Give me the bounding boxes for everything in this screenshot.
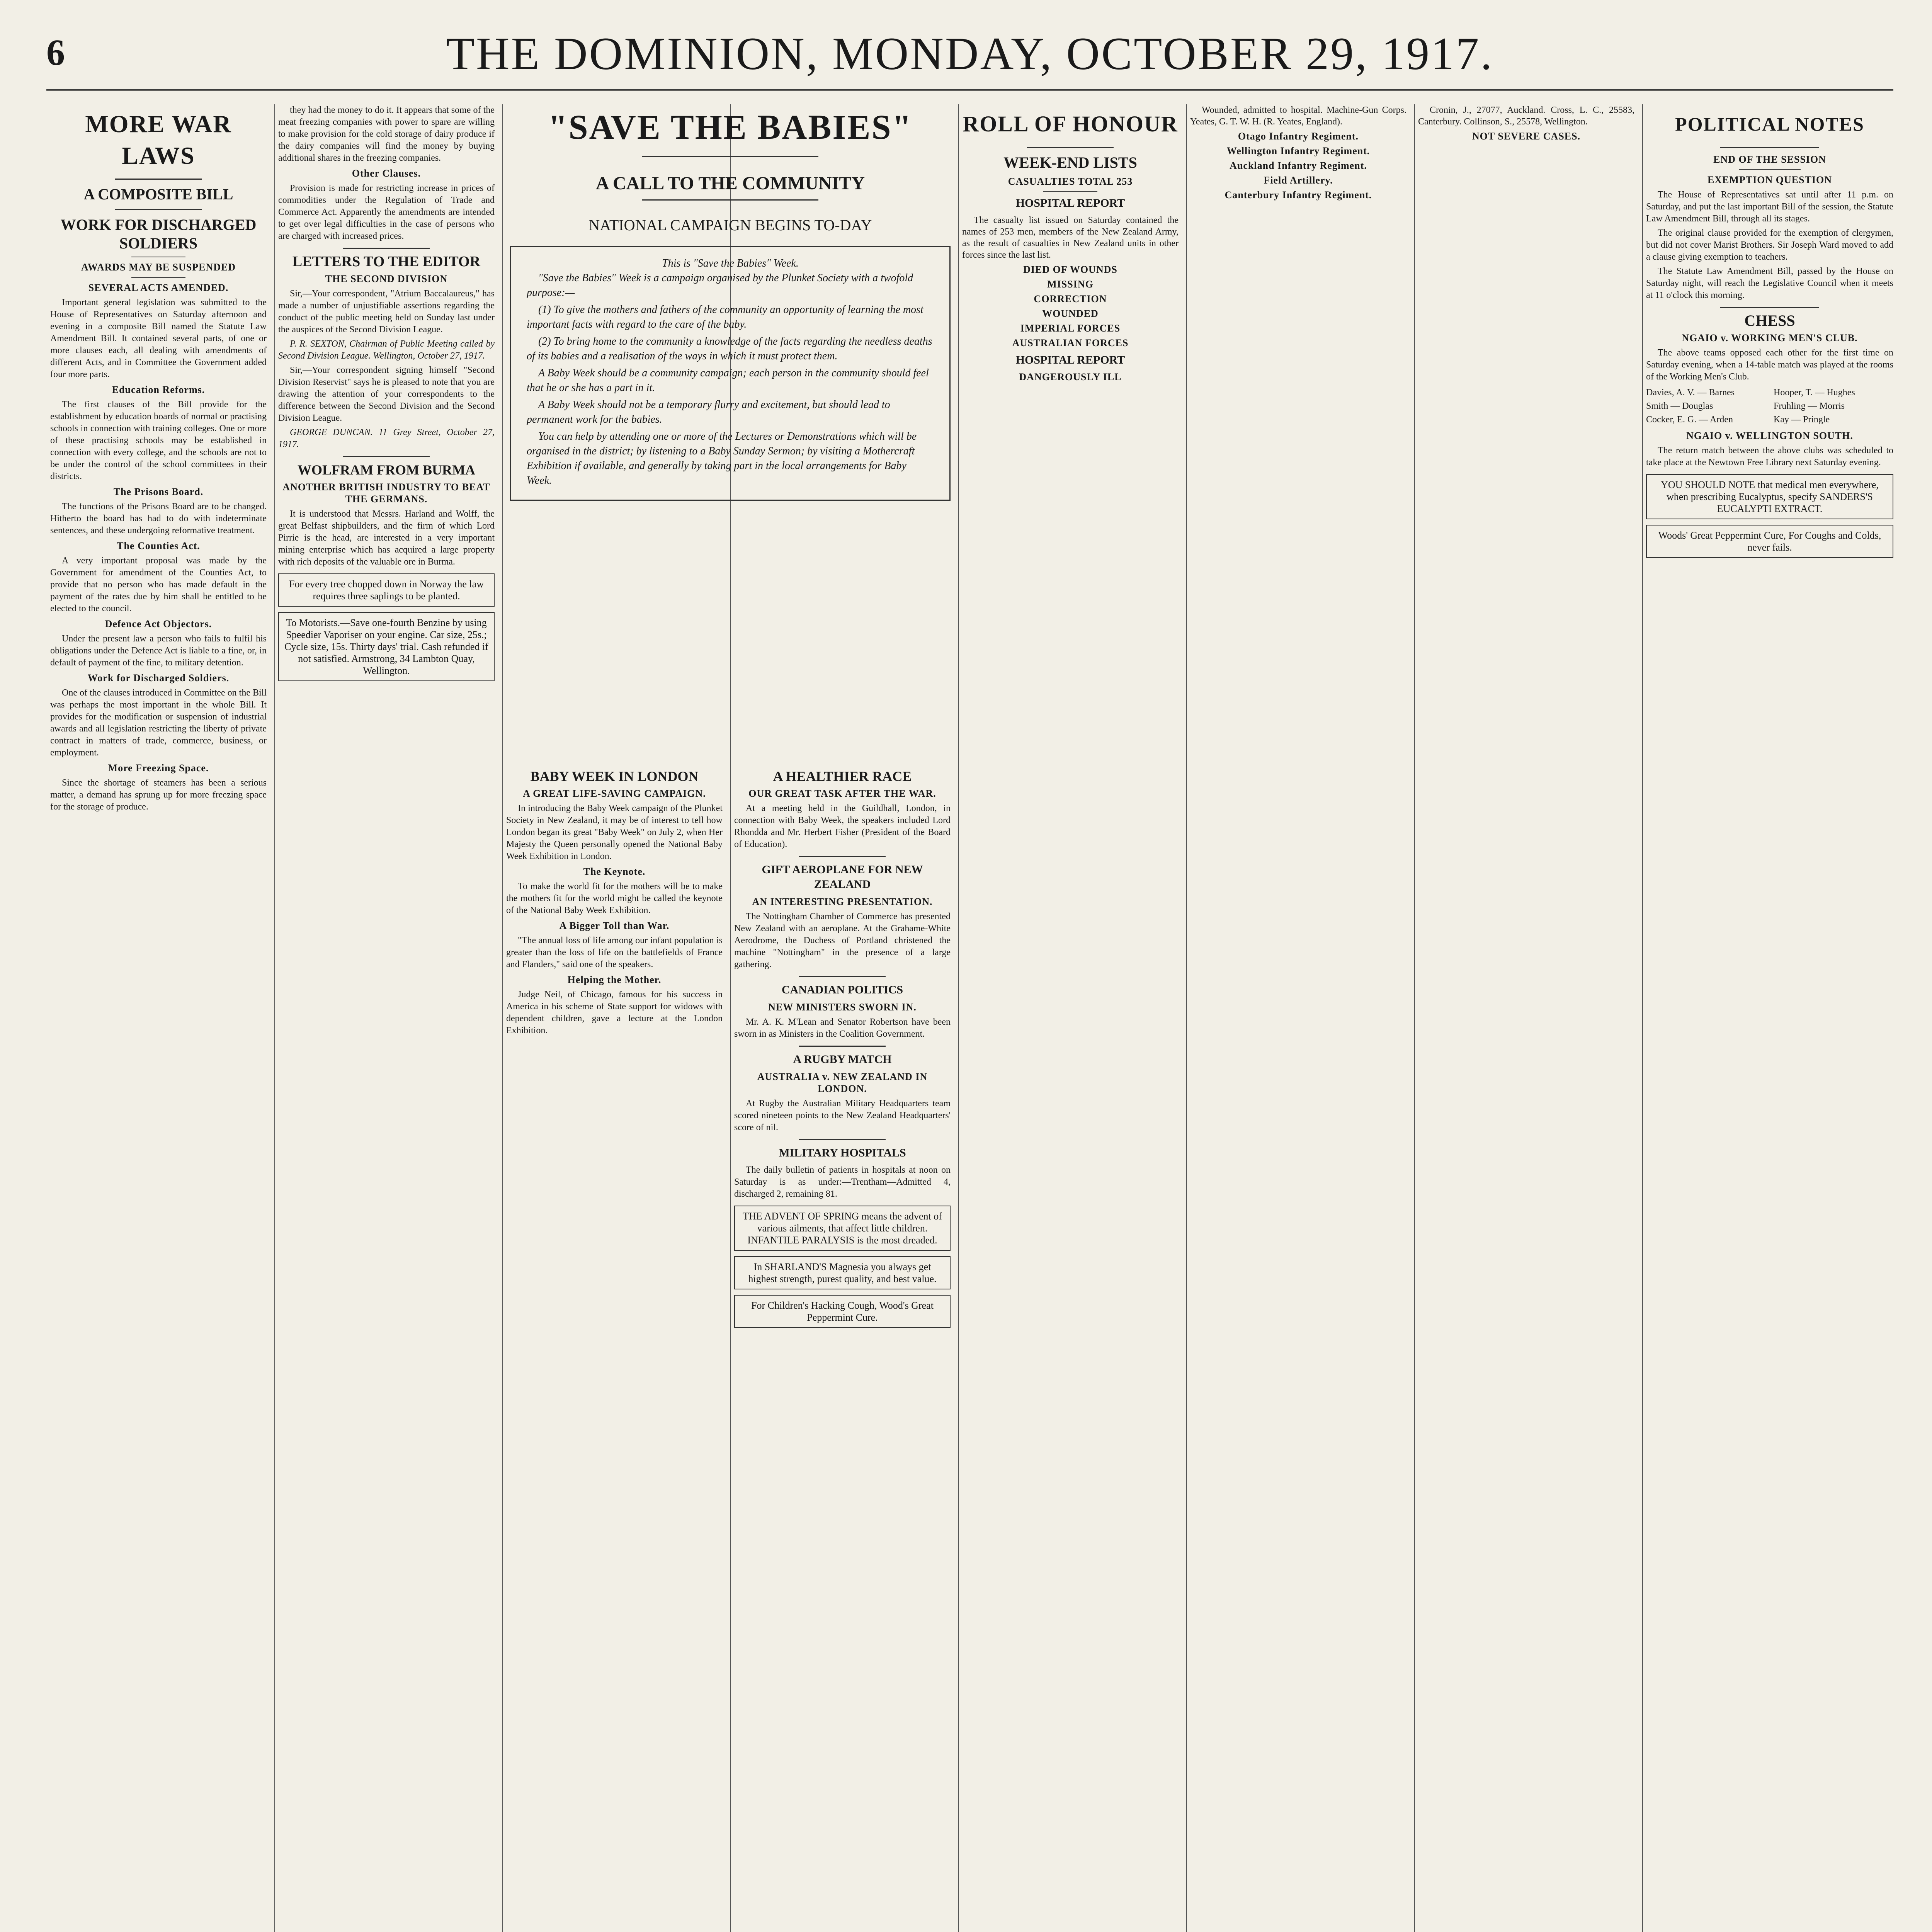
casualty-entry: Wounded, admitted to hospital. Machine-Gun Corps. Yeates, G. T. W. H. (R. Yeates, England). (1190, 105, 1406, 127)
divider (799, 856, 886, 857)
column-rule (502, 104, 503, 1932)
headline-healthier-race: A HEALTHIER RACE (773, 769, 912, 784)
sub-composite-bill: A COMPOSITE BILL (83, 185, 233, 203)
save-the-babies-feature (510, 104, 951, 512)
divider (1720, 147, 1819, 148)
headline-more-war-laws: MORE WAR LAWS (85, 110, 232, 169)
section-imperial-forces: IMPERIAL FORCES (1020, 323, 1121, 334)
article-rugby: At Rugby the Australian Military Headquarters team scored nineteen points to the New Zealand Headquarters' score of nil. (734, 1099, 951, 1133)
advert-motorists: To Motorists.—Save one-fourth Benzine by using Speedier Vaporiser on your engine. Car size, 25s.; Cycle size, 15s. Thirty days' trial. Cash refunded if not satisfied. Armstrong, 34 Lambton Quay, Wellington. (278, 612, 495, 681)
article-casualty-list: The casualty list issued on Saturday contained the names of 253 men, members of the New Zealand Army, as the result of casualties in New Zealand units in other forces since the last list. (962, 215, 1179, 260)
letter-duncan-signature: GEORGE DUNCAN. 11 Grey Street, October 27, 1917. (278, 427, 495, 449)
sub-ministers: NEW MINISTERS SWORN IN. (768, 1002, 917, 1013)
divider (343, 456, 430, 457)
headline-wolfram: WOLFRAM FROM BURMA (298, 462, 475, 478)
section-helping-mother: Helping the Mother. (567, 974, 662, 985)
sub-casualties-total: CASUALTIES TOTAL 253 (1008, 176, 1133, 187)
chess-result: Davies, A. V. — Barnes (1646, 388, 1735, 398)
box-paragraph: (1) To give the mothers and fathers of the community an opportunity of learning the most important facts with regard to the care of the baby. (527, 304, 923, 330)
sub-national-campaign: NATIONAL CAMPAIGN BEGINS TO-DAY (588, 216, 872, 234)
sub-chess-2: NGAIO v. WELLINGTON SOUTH. (1686, 430, 1853, 441)
letter-duncan: Sir,—Your correspondent signing himself "Second Division Reservist" says he is pleased to note that you are drawing the attention of your correspondents to the difference between the Second Division and the Second Division League. (278, 365, 495, 423)
article-canada: Mr. A. K. M'Lean and Senator Robertson have been sworn in as Ministers in the Coalition Government. (734, 1017, 951, 1039)
divider (343, 248, 430, 249)
section-australian-forces: AUSTRALIAN FORCES (1012, 337, 1129, 349)
column-casualty-lists-2 (1418, 104, 1634, 1932)
column-baby-week-london (506, 765, 723, 1932)
article-political-3: The Statute Law Amendment Bill, passed by the House on Saturday night, will reach the Legislative Council when it meets at 11 o'clock this morning. (1646, 266, 1893, 300)
column-casualty-lists (1190, 104, 1406, 1932)
section-hospital-report: HOSPITAL REPORT (1015, 197, 1125, 209)
sub-wolfram: ANOTHER BRITISH INDUSTRY TO BEAT THE GERMANS. (282, 481, 490, 505)
chess-result: Fruhling — Morris (1774, 401, 1845, 411)
article-defence: Under the present law a person who fails to fulfil his obligations under the Defence Act is liable to a fine, or, in default of payment of the fine, to military detention. (50, 634, 267, 668)
headline-save-the-babies: "SAVE THE BABIES" (548, 108, 913, 146)
article-prisons: The functions of the Prisons Board are to be changed. Hitherto the board has had to do with indeterminate sentences, and these undergoing reformative treatment. (50, 502, 267, 536)
chess-results (1646, 387, 1893, 426)
headline-canadian-politics: CANADIAN POLITICS (781, 983, 903, 996)
column-more-war-laws (50, 104, 267, 1932)
sub-rugby: AUSTRALIA v. NEW ZEALAND IN LONDON. (757, 1071, 928, 1094)
article-counties: A very important proposal was made by the Government for amendment of the Counties Act, to provide that no person who has made default in the payment of the rates due by him shall be entitled to be elected to the council. (50, 556, 267, 614)
box-paragraph: A Baby Week should not be a temporary flurry and excitement, but should lead to permanent work for the babies. (527, 399, 890, 425)
article-hospitals: The daily bulletin of patients in hospitals at noon on Saturday is as under:—Trentham—Admitted 4, discharged 2, remaining 81. (734, 1165, 951, 1199)
box-title: This is "Save the Babies" Week. (662, 257, 799, 269)
sub-second-division: THE SECOND DIVISION (325, 273, 448, 284)
headline-rugby: A RUGBY MATCH (793, 1053, 892, 1066)
article-chess-2: The return match between the above clubs was scheduled to take place at the Newtown Free Library next Saturday evening. (1646, 446, 1893, 468)
section-freezing: More Freezing Space. (108, 762, 209, 774)
section-correction: CORRECTION (1034, 293, 1107, 304)
article-other-clauses: Provision is made for restricting increase in prices of commodities under the Regulation of Trade and Commerce Act. Apparently the amendments are intended to get over legal difficulties in the case of persons who are charged with increased prices. (278, 183, 495, 241)
section-discharged: Work for Discharged Soldiers. (87, 672, 230, 684)
masthead (46, 23, 1893, 91)
section-auckland: Auckland Infantry Regiment. (1230, 160, 1367, 171)
section-bigger-toll: A Bigger Toll than War. (559, 920, 670, 931)
column-roll-of-honour (962, 104, 1179, 1932)
chess-result: Smith — Douglas (1646, 401, 1713, 411)
section-died-of-wounds: DIED OF WOUNDS (1023, 264, 1117, 275)
divider (642, 199, 818, 201)
headline-political-notes: POLITICAL NOTES (1675, 113, 1864, 135)
advert-norway: For every tree chopped down in Norway the law requires three saplings to be planted. (278, 573, 495, 607)
article-bigger-toll: "The annual loss of life among our infant population is greater than the loss of life on the battlefields of France and Flanders," said one of the speakers. (506, 935, 723, 969)
headline-gift-aeroplane: GIFT AEROPLANE FOR NEW ZEALAND (762, 863, 923, 891)
column-political-notes (1646, 104, 1893, 1932)
article-healthier-race: At a meeting held in the Guildhall, London, in connection with Baby Week, the speakers included Lord Rhondda and Mr. Herbert Fisher (President of the Board of Education). (734, 803, 951, 849)
column-rule (1642, 104, 1643, 1932)
section-otago: Otago Infantry Regiment. (1238, 131, 1359, 142)
box-paragraph: (2) To bring home to the community a knowledge of the facts regarding the needless deaths of its babies and a realisation of the ways in which it must protect them. (527, 335, 932, 362)
divider (115, 179, 202, 180)
chess-result: Kay — Pringle (1774, 415, 1830, 425)
section-missing: MISSING (1047, 279, 1094, 290)
article-baby-week: In introducing the Baby Week campaign of the Plunket Society in New Zealand, it may be of interest to tell how London began its great "Baby Week" on July 2, when Her Majesty the Queen personally opened the National Baby Week Exhibition in London. (506, 803, 723, 861)
sub-end-of-session: END OF THE SESSION (1713, 154, 1826, 165)
box-paragraph: A Baby Week should be a community campaign; each person in the community should feel that he or she has a part in it. (527, 367, 929, 394)
article-aeroplane: The Nottingham Chamber of Commerce has presented New Zealand with an aeroplane. At the Grahame-White Aerodrome, the Duchess of Portland christened the machine "Nottingham" in the presence of a large gathering. (734, 912, 951, 969)
headline-letters: LETTERS TO THE EDITOR (292, 253, 481, 270)
divider (799, 1139, 886, 1140)
section-dangerously-ill: DANGEROUSLY ILL (1019, 371, 1122, 383)
headline-military-hospitals: MILITARY HOSPITALS (779, 1146, 906, 1159)
sub-exemption: EXEMPTION QUESTION (1707, 174, 1832, 185)
section-not-severe: NOT SEVERE CASES. (1472, 131, 1581, 142)
sub-awards: AWARDS MAY BE SUSPENDED (81, 262, 236, 273)
article-chess-1: The above teams opposed each other for the first time on Saturday evening, when a 14-table match was played at the rooms of the Working Men's Club. (1646, 348, 1893, 382)
section-education: Education Reforms. (112, 384, 205, 395)
article-education: The first clauses of the Bill provide for the establishment by education boards of normal or practising schools in connection with training colleges. One or more of these practising schools may be established in connection with every college, and the schools are not to be under the control of the school committees in their districts. (50, 400, 267, 481)
section-prisons: The Prisons Board. (113, 486, 204, 497)
section-artillery: Field Artillery. (1264, 175, 1333, 186)
box-paragraph: You can help by attending one or more of the Lectures or Demonstrations which will be organised in the district; by listening to a Baby Sunday Sermon; by visiting a Mothercraft Exhibition if available, and generally by taking part in the local arrangements for Baby Week. (527, 430, 917, 486)
article-intro: Important general legislation was submitted to the House of Representatives on Saturday afternoon and evening in a composite Bill named the Statute Law Amendment Bill. It contained several parts, of one or more clauses each, all dealing with amendments of different Acts, and in Committee the Government added four more parts. (50, 298, 267, 379)
article-continued: they had the money to do it. It appears that some of the meat freezing companies with power to spare are willing to make provision for the cold storage of dairy produce if the dairy companies will find the money by buying additional shares in the freezing companies. (278, 105, 495, 163)
column-letters (278, 104, 495, 1932)
section-wellington: Wellington Infantry Regiment. (1226, 145, 1370, 156)
divider (1027, 147, 1114, 148)
letter-sexton-signature: P. R. SEXTON, Chairman of Public Meeting called by Second Division League. Wellington, October 27, 1917. (278, 339, 495, 361)
chess-result: Cocker, E. G. — Arden (1646, 415, 1733, 425)
sub-acts-amended: SEVERAL ACTS AMENDED. (88, 282, 229, 293)
section-hospital-report-2: HOSPITAL REPORT (1015, 354, 1125, 366)
divider (115, 209, 202, 210)
headline-chess: CHESS (1744, 312, 1795, 329)
section-counties: The Counties Act. (117, 540, 200, 551)
advert-cough: For Children's Hacking Cough, Wood's Great Peppermint Cure. (734, 1295, 951, 1328)
column-rule (274, 104, 275, 1932)
divider (1043, 191, 1097, 192)
article-discharged: One of the clauses introduced in Committee on the Bill was perhaps the most important in the whole Bill. It provides for the modification or suspension of industrial awards and all legislation restricting the liberty of private contract in matters of trade, commerce, business, or employment. (50, 688, 267, 758)
letter-sexton: Sir,—Your correspondent, "Atrium Baccalaureus," has made a number of unjustifiable assertions regarding the conduct of the public meeting held on Sunday last under the auspices of the Second Division League. (278, 289, 495, 335)
headline-roll-of-honour: ROLL OF HONOUR (963, 111, 1178, 136)
sub-presentation: AN INTERESTING PRESENTATION. (752, 896, 933, 907)
section-canterbury: Canterbury Infantry Regiment. (1225, 189, 1372, 201)
column-rule (1186, 104, 1187, 1932)
sub-discharged-soldiers: WORK FOR DISCHARGED SOLDIERS (60, 216, 257, 252)
divider (799, 976, 886, 977)
article-keynote: To make the world fit for the mothers will be to make the mothers fit for the world might be called the keynote of the National Baby Week Exhibition. (506, 881, 723, 915)
column-healthier-race (734, 765, 951, 1932)
sub-call-to-community: A CALL TO THE COMMUNITY (595, 173, 865, 194)
article-helping-mother: Judge Neil, of Chicago, famous for his success in America in his scheme of State support for widows with dependent children, gave a lecture at the London Exhibition. (506, 990, 723, 1036)
box-paragraph: "Save the Babies" Week is a campaign organised by the Plunket Society with a twofold purpose:— (527, 272, 913, 299)
divider (1720, 307, 1819, 308)
section-keynote: The Keynote. (583, 866, 646, 877)
section-defence: Defence Act Objectors. (105, 618, 212, 629)
casualty-entry: Cronin, J., 27077, Auckland. Cross, L. C., 25583, Canterbury. Collinson, S., 25578, Wellington. (1418, 105, 1634, 127)
sub-great-task: OUR GREAT TASK AFTER THE WAR. (748, 788, 936, 799)
divider (799, 1046, 886, 1047)
page-number: 6 (46, 32, 65, 73)
headline-baby-week-london: BABY WEEK IN LONDON (530, 769, 699, 784)
sub-chess-1: NGAIO v. WORKING MEN'S CLUB. (1682, 332, 1858, 344)
advert-peppermint-cure: Woods' Great Peppermint Cure, For Coughs and Colds, never fails. (1646, 525, 1893, 558)
divider (131, 277, 185, 278)
article-political-2: The original clause provided for the exemption of clergymen, but did not cover Marist Brothers. Sir Joseph Ward moved to add a clause giving exemption to teachers. (1646, 228, 1893, 262)
sub-week-end-lists: WEEK-END LISTS (1003, 154, 1137, 171)
chess-result: Hooper, T. — Hughes (1774, 388, 1855, 398)
article-political-1: The House of Representatives sat until after 11 p.m. on Saturday, and put the last important Bill of the session, the Statute Law Amendment Bill, through all its stages. (1646, 190, 1893, 224)
newspaper-title: THE DOMINION, MONDAY, OCTOBER 29, 1917. (446, 28, 1494, 79)
advert-spring: THE ADVENT OF SPRING means the advent of various ailments, that affect little children. INFANTILE PARALYSIS is the most dreaded. (734, 1206, 951, 1251)
divider (1739, 169, 1801, 170)
divider (642, 156, 818, 157)
section-other-clauses: Other Clauses. (352, 168, 421, 179)
article-freezing: Since the shortage of steamers has been a serious matter, a demand has sprung up for more freezing space for the storage of produce. (50, 778, 267, 812)
article-wolfram: It is understood that Messrs. Harland and Wolff, the great Belfast shipbuilders, and the firm of which Lord Pirrie is the head, are interested in a very important mining enterprise which has acquired a large property with rich deposits of the valuable ore in Burma. (278, 509, 495, 567)
advert-sharland: In SHARLAND'S Magnesia you always get highest strength, purest quality, and best value. (734, 1256, 951, 1289)
sub-life-saving: A GREAT LIFE-SAVING CAMPAIGN. (523, 788, 706, 799)
column-rule (1414, 104, 1415, 1932)
column-rule (958, 104, 959, 1932)
section-wounded: WOUNDED (1042, 308, 1099, 319)
advert-eucalypti: YOU SHOULD NOTE that medical men everywhere, when prescribing Eucalyptus, specify SANDERS'S EUCALYPTI EXTRACT. (1646, 474, 1893, 519)
campaign-box (510, 246, 951, 501)
